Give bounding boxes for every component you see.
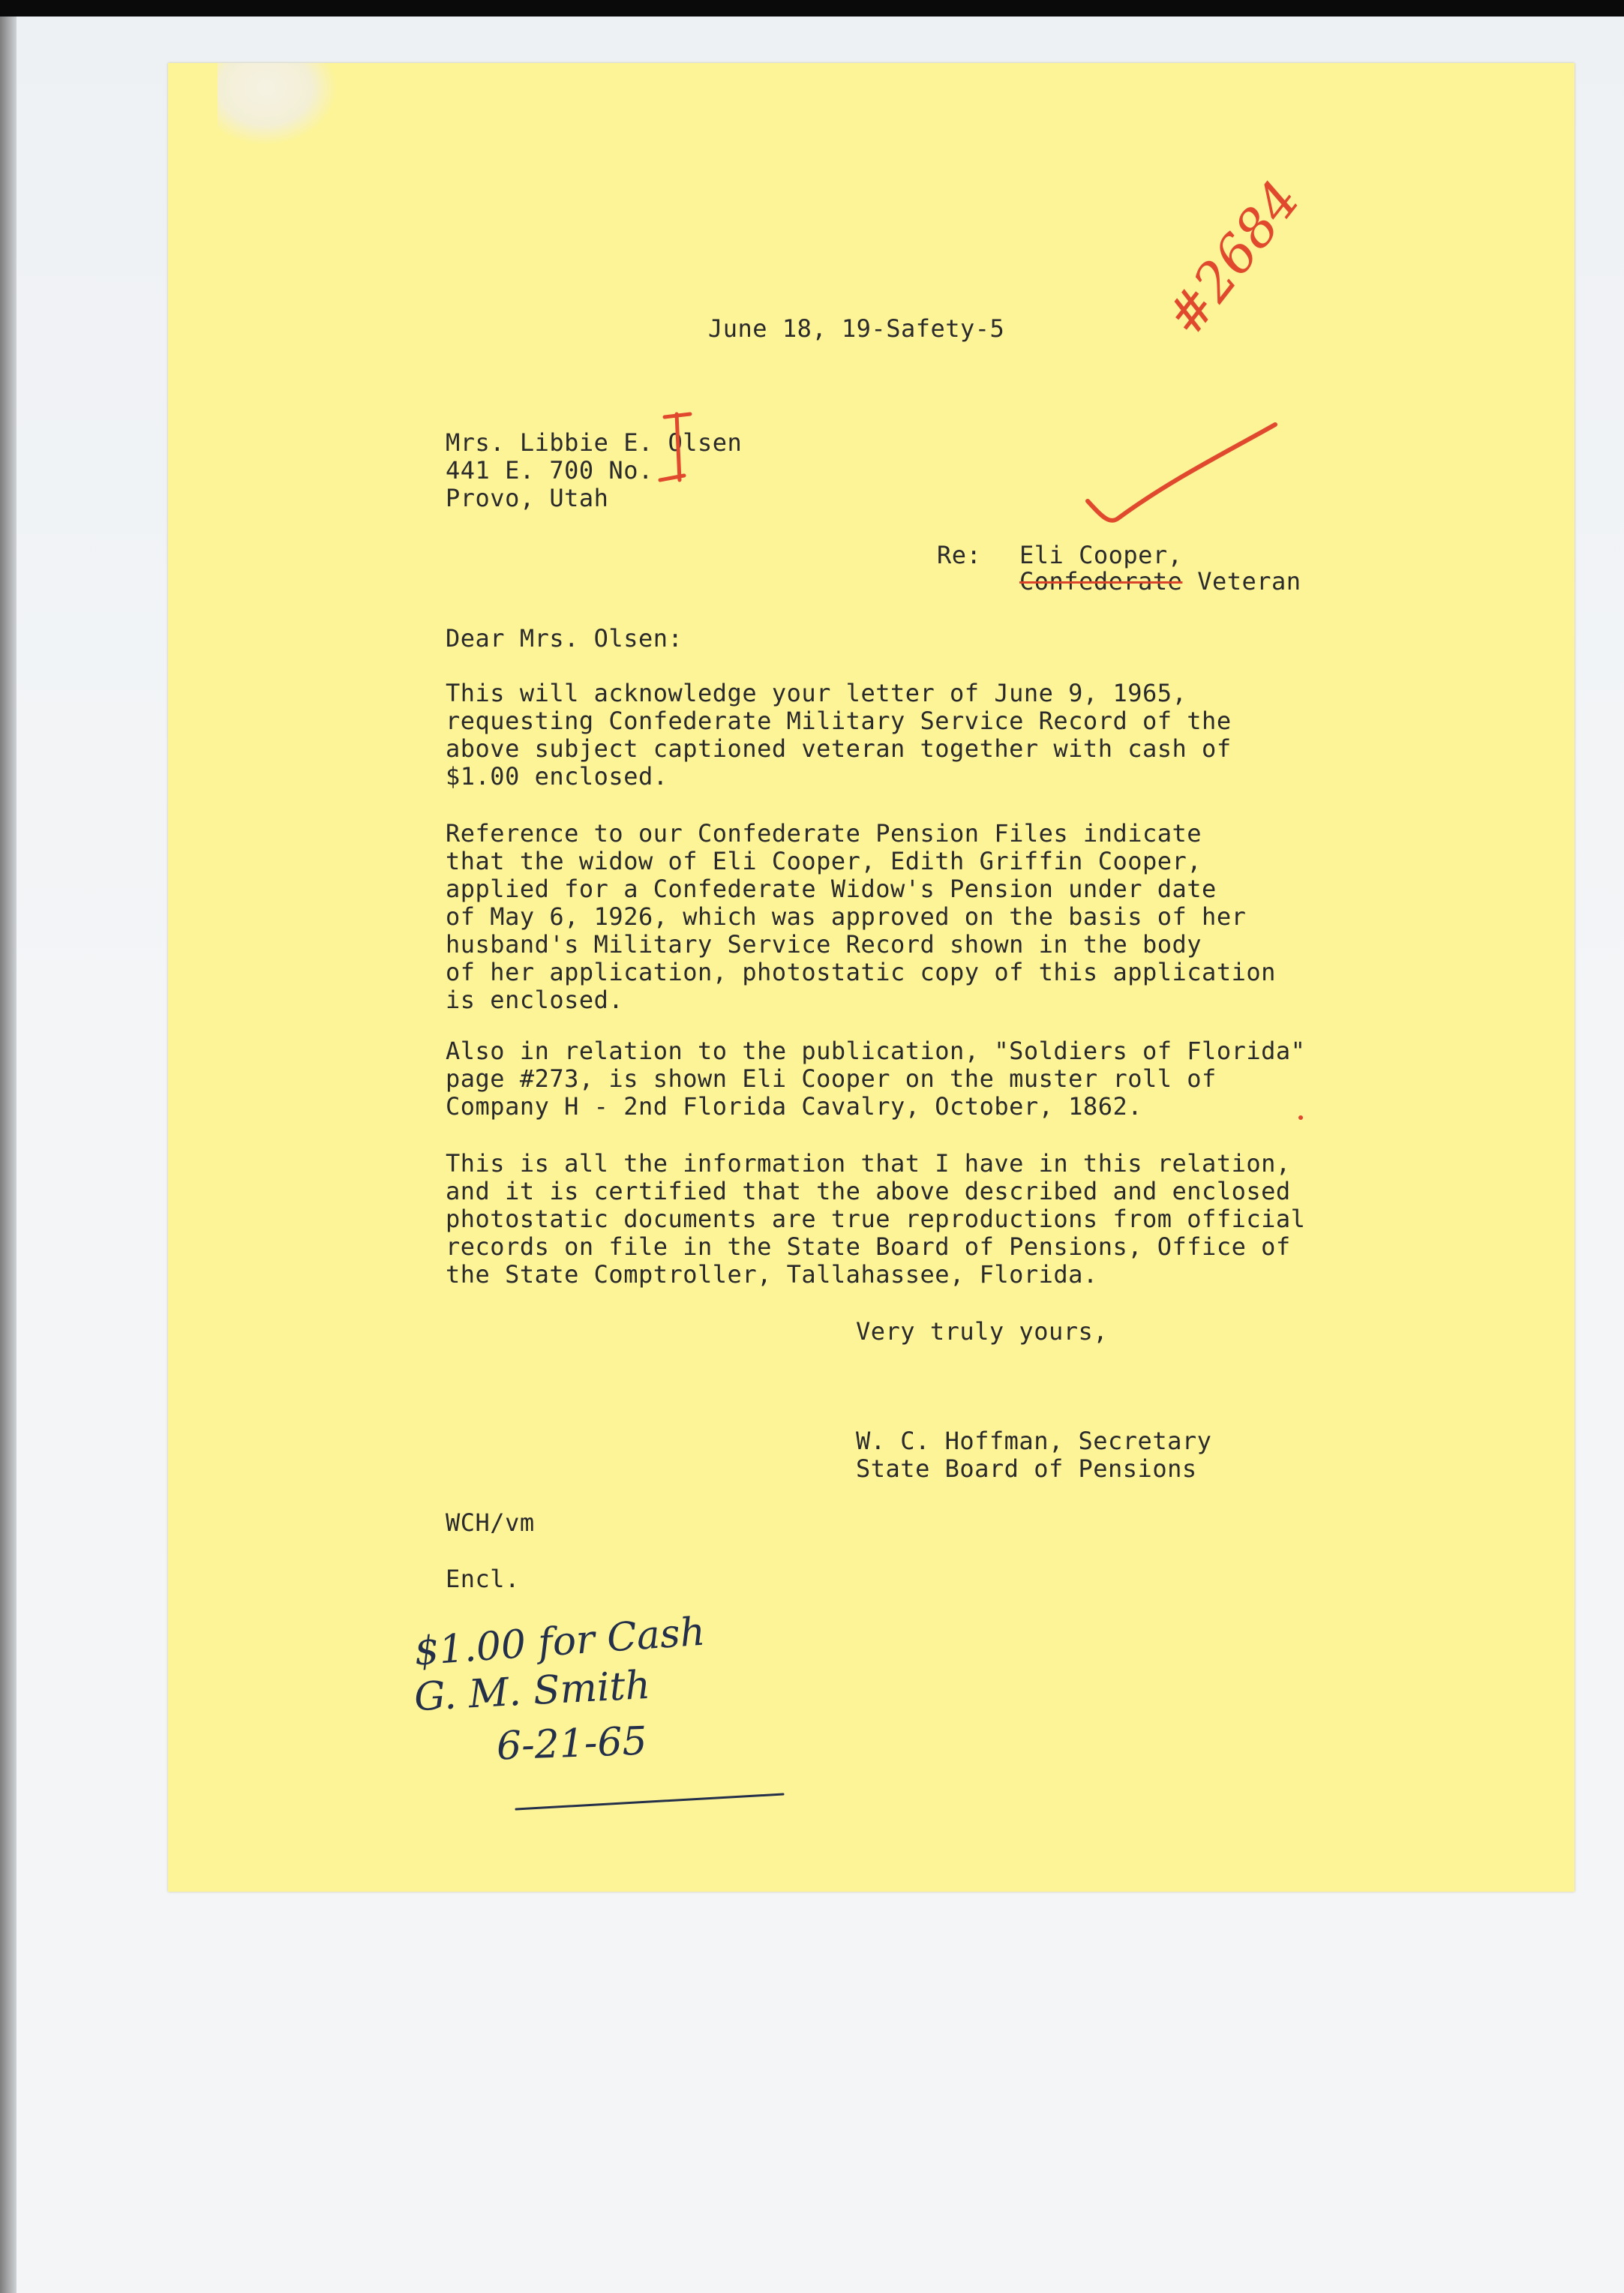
recipient-name: Mrs. Libbie E. Olsen: [446, 428, 743, 457]
salutation: Dear Mrs. Olsen:: [446, 624, 683, 653]
re-subject: Eli Cooper,: [1019, 541, 1183, 569]
handwritten-cash-note: $1.00 for Cash: [413, 1609, 707, 1675]
closing: Very truly yours,: [856, 1317, 1109, 1346]
red-dot: [1298, 1115, 1303, 1120]
paragraph-3: Also in relation to the publication, "Soldiers of Florida" page #273, is shown Eli Cooper on the muster roll of Company H - 2nd Florida Cavalry, October, 1862.: [446, 1037, 1306, 1121]
recipient-street: 441 E. 700 No.: [446, 456, 653, 485]
recipient-city: Provo, Utah: [446, 484, 609, 512]
handwritten-underline: [516, 1794, 783, 1809]
letter-date: June 18, 19-Safety-5: [708, 314, 1005, 343]
struck-word: Confederate: [1019, 567, 1183, 596]
red-file-number: #2684: [1154, 170, 1312, 348]
signature-name: W. C. Hoffman, Secretary: [856, 1427, 1212, 1455]
red-check-mark: [1088, 425, 1275, 521]
paragraph-1: This will acknowledge your letter of June 9, 1965, requesting Confederate Military Service Record of the above subject captioned veteran together with cash of $1.00 enclosed.: [446, 679, 1232, 791]
enclosure-note: Encl.: [446, 1565, 520, 1593]
signature-title: State Board of Pensions: [856, 1454, 1197, 1483]
re-label: Re:: [937, 541, 982, 569]
red-insertion-mark: [660, 414, 690, 480]
handwritten-date: 6-21-65: [496, 1718, 648, 1769]
re-subject-rest: Veteran: [1182, 567, 1301, 596]
typist-initials: WCH/vm: [446, 1508, 535, 1537]
paragraph-4: This is all the information that I have in this relation, and it is certified that the above described and enclosed photostatic documents are true reproductions from official records on file in the State Board of Pensions, Office of the State Comptroller, Tallahassee, Florida.: [446, 1149, 1306, 1289]
handwritten-name: G. M. Smith: [413, 1662, 652, 1721]
paragraph-2: Reference to our Confederate Pension Files indicate that the widow of Eli Cooper, Edith Griffin Cooper, applied for a Confederate Widow's Pension under date of May 6, 1926, which was approved on the basis of her husband's Military Service Record shown in the body of her application, photostatic copy of this application is enclosed.: [446, 819, 1276, 1014]
